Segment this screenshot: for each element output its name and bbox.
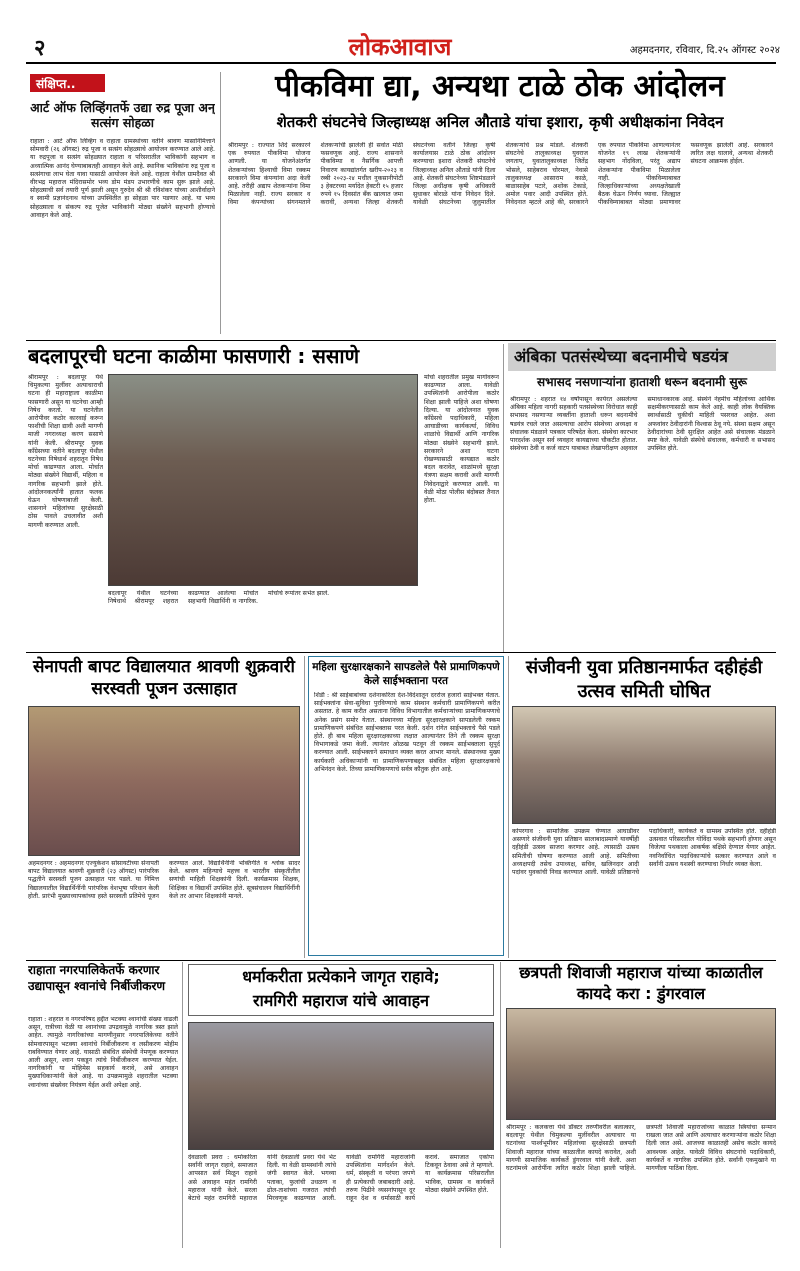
section-rule-2	[26, 652, 776, 653]
brief-section-label	[30, 74, 105, 92]
senapati-headline: सेनापती बापट विद्यालयात श्रावणी शुक्रवारी सरस्वती पूजन उत्साहात	[33, 657, 295, 699]
brief-divider	[220, 72, 221, 334]
sanjivani-body: कोपरगाव : सामाजिक उपक्रम घेण्यात आघाडीवर असणारे संजीवनी युवा प्रतिष्ठान सालाबादप्रमाणे यावर्षीही दहीहंडी उत्सव साजरा करणार आहे. त्यासाठी उत्सव समितीची घोषणा करण्यात आली आहे. समितीच्या अध्यक्षपदी तसेच उपाध्यक्ष, सचिव, खजिनदार आदी पदांवर युवकांची निवड करण्यात आली. यावेळी प्रतिष्ठानचे पदाधिकारी, कार्यकर्ते व ग्रामस्थ उपस्थित होते. दहीहंडी उत्सवात परिसरातील गोविंदा पथके सहभागी होणार असून विजेत्या पथकाला आकर्षक बक्षिसे देण्यात येणार आहेत. नवनिर्वाचित पदाधिकाऱ्यांचे सत्कार करण्यात आले व सर्वांनी उत्सव यशस्वी करण्याचा निर्धार व्यक्त केला.	[512, 828, 776, 877]
ambika-subheadline: सभासद नसणाऱ्यांना हाताशी धरून बदनामी सुरू	[537, 375, 747, 389]
brief-body: राहाता : आर्ट ऑफ लिव्हिंग व राहाता ग्रामस्थांच्या वतीने श्रावण मासानिमित्ताने सोमवारी (२६ ऑगस्ट) रुद्र पूजा व सत्संग सोहळ्याचे आयोजन करण्यात आले आहे. या रुद्रपूजा व सत्संग सोहळ्यात राहाता व परिसरातील भाविकांनी सहभाग व अध्यात्मिक आनंद घेण्याबाबतही आवाहन केले आहे. स्थानिक भाविकांना रुद्र पूजा व सत्संगाचा लाभ घेता यावा यासाठी आयोजन केले आहे. राहाता येथील ग्रामदैवत श्री वीरभद्र महाराज मंदिरासमोर भव्य डोम मंडप उभारणीचे काम सुरू झाले आहे. सोहळ्याची सर्व तयारी पूर्ण झाली असून गुरुदेव श्री श्री रविशंकर यांच्या आशीर्वादाने व स्वामी प्रज्ञानंदनाथ यांच्या उपस्थितीत हा सोहळा पार पडणार आहे. या भव्य सोहळ्याला व संकल्प रुद्र पूजेत भाविकांनी मोठ्या संख्येने सहभागी होण्याचे आवाहन केले आहे.	[30, 138, 215, 219]
ambika-headline: अंबिका पतसंस्थेच्या बदनामीचे षडयंत्र	[508, 343, 776, 371]
section-rule-1	[26, 340, 776, 341]
rahata-divider	[182, 962, 183, 1248]
badlapur-body-under-photo: बदलापूर येथील घटनेच्या निषेधार्थ श्रीरामपूर शहरात काढण्यात आलेल्या मोर्चात सहभागी विद्यार्थिनी व नागरिक. मोर्चाचे रूपांतर सभेत झाले.	[108, 590, 330, 606]
lead-headline: पीकविमा द्या, अन्यथा टाळे ठोक आंदोलन	[275, 69, 725, 104]
badlapur-divider	[503, 344, 504, 652]
masthead-rule	[26, 62, 776, 64]
badlapur-headline: बदलापूरची घटना काळीमा फासणारी : ससाणे	[28, 344, 360, 368]
senapati-divider	[304, 656, 305, 958]
masthead-title: लोकआवाज	[348, 33, 452, 60]
ambika-body: श्रीरामपूर : शहरात १४ वर्षांपासून कार्यरत असलेल्या अंबिका महिला नागरी सहकारी पतसंस्थेच्या विरोधात काही सभासद नसणाऱ्या व्यक्तींना हाताशी धरून बदनामीचे षडयंत्र रचले जात असल्याचा आरोप संस्थेच्या अध्यक्षा व संचालक मंडळाने पत्रकार परिषदेत केला. संस्थेचा कारभार पारदर्शक असून सर्व व्यवहार कायद्याच्या चौकटीत होतात. संस्थेच्या ठेवी व कर्ज वाटप याबाबत लेखापरीक्षण अहवाल समाधानकारक आहे. संस्थेने नेहमीच महिलांच्या आर्थिक सक्षमीकरणासाठी काम केले आहे. काही लोक वैयक्तिक स्वार्थासाठी चुकीची माहिती पसरवत आहेत. अशा अफवांवर ठेवीदारांनी विश्वास ठेवू नये. संस्था सक्षम असून ठेवीदारांच्या ठेवी सुरक्षित आहेत असे संचालक मंडळाने स्पष्ट केले. यावेळी संस्थेचे संचालक, कर्मचारी व सभासद उपस्थित होते.	[510, 396, 775, 453]
section-rule-3	[26, 960, 776, 961]
shivaji-headline: छत्रपती शिवाजी महाराज यांच्या काळातील कायदे करा : डुंगरवाल	[519, 963, 763, 1003]
sanjivani-headline: संजीवनी युवा प्रतिष्ठानमार्फत दहीहंडी उत्सव समिती घोषित	[525, 657, 763, 702]
lead-subheadline: शेतकरी संघटनेचे जिल्हाध्यक्ष अनिल औताडे यांचा इशारा, कृषी अधीक्षकांना निवेदन	[276, 113, 724, 131]
badlapur-body-left: श्रीरामपूर : बदलापूर येथे चिमुकल्या मुलींवर अत्याचाराची घटना ही महाराष्ट्राला काळीमा फासणारी असून या घटनेचा आम्ही निषेध करतो. या घटनेतील आरोपीवर कठोर कारवाई करून फाशीची शिक्षा द्यावी अशी मागणी माजी नगराध्यक्ष करण ससाणे यांनी केली. श्रीरामपूर युवक काँग्रेसच्या वतीने बदलापूर येथील घटनेच्या निषेधार्थ शहरातून निषेध मोर्चा काढण्यात आला. मोर्चात मोठ्या संख्येने विद्यार्थी, महिला व नागरिक सहभागी झाले होते. आंदोलनकर्त्यांनी हातात फलक घेऊन घोषणाबाजी केली. शासनाने महिलांच्या सुरक्षेसाठी ठोस पावले उचलावीत अशी मागणी करण्यात आली.	[28, 374, 103, 529]
rahata-headline: राहाता नगरपालिकेतर्फे करणार उद्यापासून श्वानांचे निर्बीजीकरण	[28, 963, 166, 993]
dateline: अहमदनगर, रविवार, दि.२५ ऑगस्ट २०२४	[629, 45, 780, 56]
lead-body: श्रीरामपुर : राज्यात शिंदे सरकारने एक रुपयात पीकविमा योजना आणली. या योजनेअंतर्गत शेतकऱ्यांच्या हिश्याची विमा रक्कम सरकारने विमा कंपन्यांना अदा केली आहे. तरीही अद्याप शेतकऱ्यांना विमा मिळालेला नाही. राज्य सरकार व विमा कंपन्यांच्या संगनमताने शेतकऱ्यांची झालेली ही सर्वात मोठी फसवणूक आहे. राज्य शासनाने पीकविम्या व नैसर्गिक आपत्ती निवारण कायद्यांतर्गत खरीप-२०२३ व रब्बी २०२३-२४ मधील नुकसानीपोटी ३ हेक्टरच्या मर्यादेत हेक्टरी १५ हजार रुपये १५ दिवसांत बँक खात्यात जमा करावी, अन्यथा जिल्हा शेतकरी संघटनेच्या वतीने जिल्हा कृषी कार्यालयास टाळे ठोक आंदोलन करण्याचा इशारा शेतकरी संघटनेचे जिल्हाध्यक्ष अनिल औताडे यांनी दिला आहे. शेतकरी संघटनेच्या शिष्टमंडळाने जिल्हा अधीक्षक कृषी अधिकारी सुधाकर बोराळे यांना निवेदन दिले. यावेळी संघटनेच्या जुलुमातील शेतकऱ्यांचे प्रश्न मांडले. शेतकरी संघटनेचे तालुकाध्यक्ष युवराज जगताप, युवातालुकाध्यक्ष जितेंद्र भोसले, साहेबराव चोरमल, नेवासे तालुकाध्यक्ष आसाराम काळे, बाळासाहेब पटारे, अशोक टेकाडे, अमोल पवार आदी उपस्थित होते. निवेदनात म्हटले आहे की, सरकारने एक रुपयात पीकविमा आणल्यानंतर योजनेत १९ लाख शेतकऱ्यांनी सहभाग नोंदविला, परंतु अद्याप शेतकऱ्यांना पीकविमा मिळालेला नाही. पीकविम्याबाबत जिल्हाधिकाऱ्यांच्या अध्यक्षतेखाली बैठक घेऊन निर्णय घ्यावा. जिल्ह्यात पीकविम्याबाबत मोठ्या प्रमाणावर फसवणूक झालेली आहे. सरकारने त्वरित लक्ष घालावे, अन्यथा शेतकरी संघटना आक्रमक होईल.	[228, 142, 773, 207]
senapati-body: अहमदनगर : अहमदनगर एज्युकेशन सोसायटीच्या सेनापती बापट विद्यालयात श्रावणी शुक्रवारी (२३ ऑगस्ट) पारंपरिक पद्धतीने सरस्वती पूजन उत्साहात पार पडले. या निमित्त विद्यालयातील विद्यार्थिनींनी पारंपरिक वेशभूषा परिधान केली होती. प्रारंभी मुख्याध्यापकांच्या हस्ते सरस्वती प्रतिमेचे पूजन करण्यात आले. विद्यार्थिनींनी भक्तिगीते व श्लोक सादर केले. श्रावण महिन्याचे महत्त्व व भारतीय संस्कृतीतील सणांची माहिती शिक्षकांनी दिली. कार्यक्रमास शिक्षक, शिक्षिका व विद्यार्थी उपस्थित होते. सूत्रसंचालन विद्यार्थिनींनी केले तर आभार शिक्षकांनी मानले.	[28, 860, 300, 900]
senapati-photo	[28, 706, 300, 856]
ramgiri-headline-line1: धर्माकरीता प्रत्येकाने जागृत राहावे;	[242, 967, 440, 986]
ramgiri-divider	[500, 962, 501, 1248]
brief-title: आर्ट ऑफ लिव्हिंगतर्फे उद्या रुद्र पूजा अन् सत्संग सोहळा	[30, 100, 215, 130]
ramgiri-headline-line2: रामगिरी महाराज यांचे आवाहन	[253, 991, 429, 1010]
rahata-body: राहाता : शहरात व नगरपरिषद हद्दीत भटक्या श्वानांची संख्या वाढली असून, रात्रीच्या वेळी या श्वानांच्या उपद्रवामुळे नागरिक त्रस्त झाले आहेत. त्यामुळे नागरिकांच्या मागणीनुसार नगरपालिकेच्या वतीने सोमवारपासून भटक्या श्वानांचे निर्बीजीकरण व लसीकरण मोहीम राबविण्यात येणार आहे. यासाठी संबंधित संस्थेची नेमणूक करण्यात आली असून, श्वान पकडून त्यांचे निर्बीजीकरण करण्यात येईल. नागरिकांनी या मोहिमेस सहकार्य करावे, असे आवाहन मुख्याधिकाऱ्यांनी केले आहे. या उपक्रमामुळे शहरातील भटक्या श्वानांच्या संख्येवर नियंत्रण येईल अशी अपेक्षा आहे.	[28, 1016, 178, 1089]
mahila-divider	[508, 656, 509, 958]
sanjivani-photo	[512, 706, 776, 824]
brief-section-label-text: संक्षिप्त..	[36, 77, 76, 91]
shivaji-photo	[506, 1008, 776, 1120]
ramgiri-body: देवळाली प्रवरा : धर्माकरिता सर्वांनी जागृत राहावे, समाजात आपसात सर्व मिळून राहावे असे आवाहन महंत रामगिरी महाराज यांनी केले. सरला बेटाचे महंत रामगिरी महाराज यांनी देवळाली प्रवरा येथे भेट दिली. या वेळी ग्रामस्थांनी त्यांचे जंगी स्वागत केले. भगव्या पताका, फुलांची उधळण व ढोल-ताशांच्या गजरात त्यांची मिरवणूक काढण्यात आली. यावेळी रामगिरी महाराजांनी उपस्थितांना मार्गदर्शन केले. धर्म, संस्कृती व परंपरा जपणे ही प्रत्येकाची जबाबदारी आहे. तरुण पिढीने व्यसनांपासून दूर राहून देश व धर्मासाठी कार्य करावे. समाजात एकोपा टिकवून ठेवावा असे ते म्हणाले. या कार्यक्रमास परिसरातील भाविक, ग्रामस्थ व कार्यकर्ते मोठ्या संख्येने उपस्थित होते.	[188, 1154, 494, 1203]
badlapur-body-right: मोर्चा शहरातील प्रमुख मार्गावरून काढण्यात आला. यावेळी उपस्थितांनी आरोपीला कठोर शिक्षा झाली पाहिजे अशा घोषणा दिल्या. या आंदोलनात युवक काँग्रेसचे पदाधिकारी, महिला आघाडीच्या कार्यकर्त्या, विविध शाळांचे विद्यार्थी आणि नागरिक मोठ्या संख्येने सहभागी झाले. सरकारने अशा घटना रोखण्यासाठी कायद्यात कठोर बदल करावेत, शाळांमध्ये सुरक्षा यंत्रणा सक्षम करावी अशी मागणी निवेदनाद्वारे करण्यात आली. या वेळी मोठा पोलीस बंदोबस्त तैनात होता.	[424, 374, 499, 505]
mahila-headline: महिला सुरक्षारक्षकाने सापडलेले पैसे प्रामाणिकपणे केले साईभक्ताना परत	[312, 661, 500, 687]
page-number: २	[34, 36, 46, 61]
mahila-body: शिर्डी : श्री साईबाबांच्या दर्शनाकरिता देश-विदेशातून दररोज हजारो साईभक्त येतात. साईभक्तांना सेवा-सुविधा पुरविण्याचे काम संस्थान कर्मचारी प्रामाणिकपणे करीत असतात. हे काम करीत असताना विविध विभागातील कर्मचाऱ्यांच्या प्रामाणिकपणाचे अनेक प्रसंग समोर येतात. संस्थानच्या महिला सुरक्षारक्षकाने सापडलेली रक्कम प्रामाणिकपणे संबंधित साईभक्तास परत केली. दर्शन रांगेत साईभक्ताचे पैसे पडले होते. ही बाब महिला सुरक्षारक्षकाच्या लक्षात आल्यानंतर तिने ती रक्कम सुरक्षा विभागाकडे जमा केली. त्यानंतर ओळख पटवून ती रक्कम साईभक्ताला सुपूर्द करण्यात आली. साईभक्ताने समाधान व्यक्त करत आभार मानले. संस्थानच्या मुख्य कार्यकारी अधिकाऱ्यांनी या प्रामाणिकपणाबद्दल संबंधित महिला सुरक्षारक्षकाचे अभिनंदन केले. तिच्या प्रामाणिकपणाचे सर्वत्र कौतुक होत आहे.	[314, 692, 500, 773]
ramgiri-photo	[188, 1022, 494, 1150]
shivaji-body: श्रीरामपूर : कलकत्ता येथे डॉक्टर तरुणीवरील बलात्कार, बदलापूर येथील चिमुकल्या मुलींवरील अत्याचार या घटनांच्या पार्श्वभूमीवर महिलांच्या सुरक्षेसाठी छत्रपती शिवाजी महाराज यांच्या काळातील कायदे करावेत, अशी मागणी सामाजिक कार्यकर्ते डुंगरवाल यांनी केली. अशा घटनांमध्ये आरोपींना त्वरित कठोर शिक्षा झाली पाहिजे. छत्रपती शिवाजी महाराजांच्या काळात स्त्रियांचा सन्मान राखला जात असे आणि अत्याचार करणाऱ्यांना कठोर शिक्षा दिली जात असे. आजच्या काळातही असेच कठोर कायदे आवश्यक आहेत. यावेळी विविध संघटनांचे पदाधिकारी, कार्यकर्ते व नागरिक उपस्थित होते. सर्वांनी एकमुखाने या मागणीला पाठिंबा दिला.	[506, 1124, 776, 1173]
badlapur-photo	[108, 374, 418, 586]
